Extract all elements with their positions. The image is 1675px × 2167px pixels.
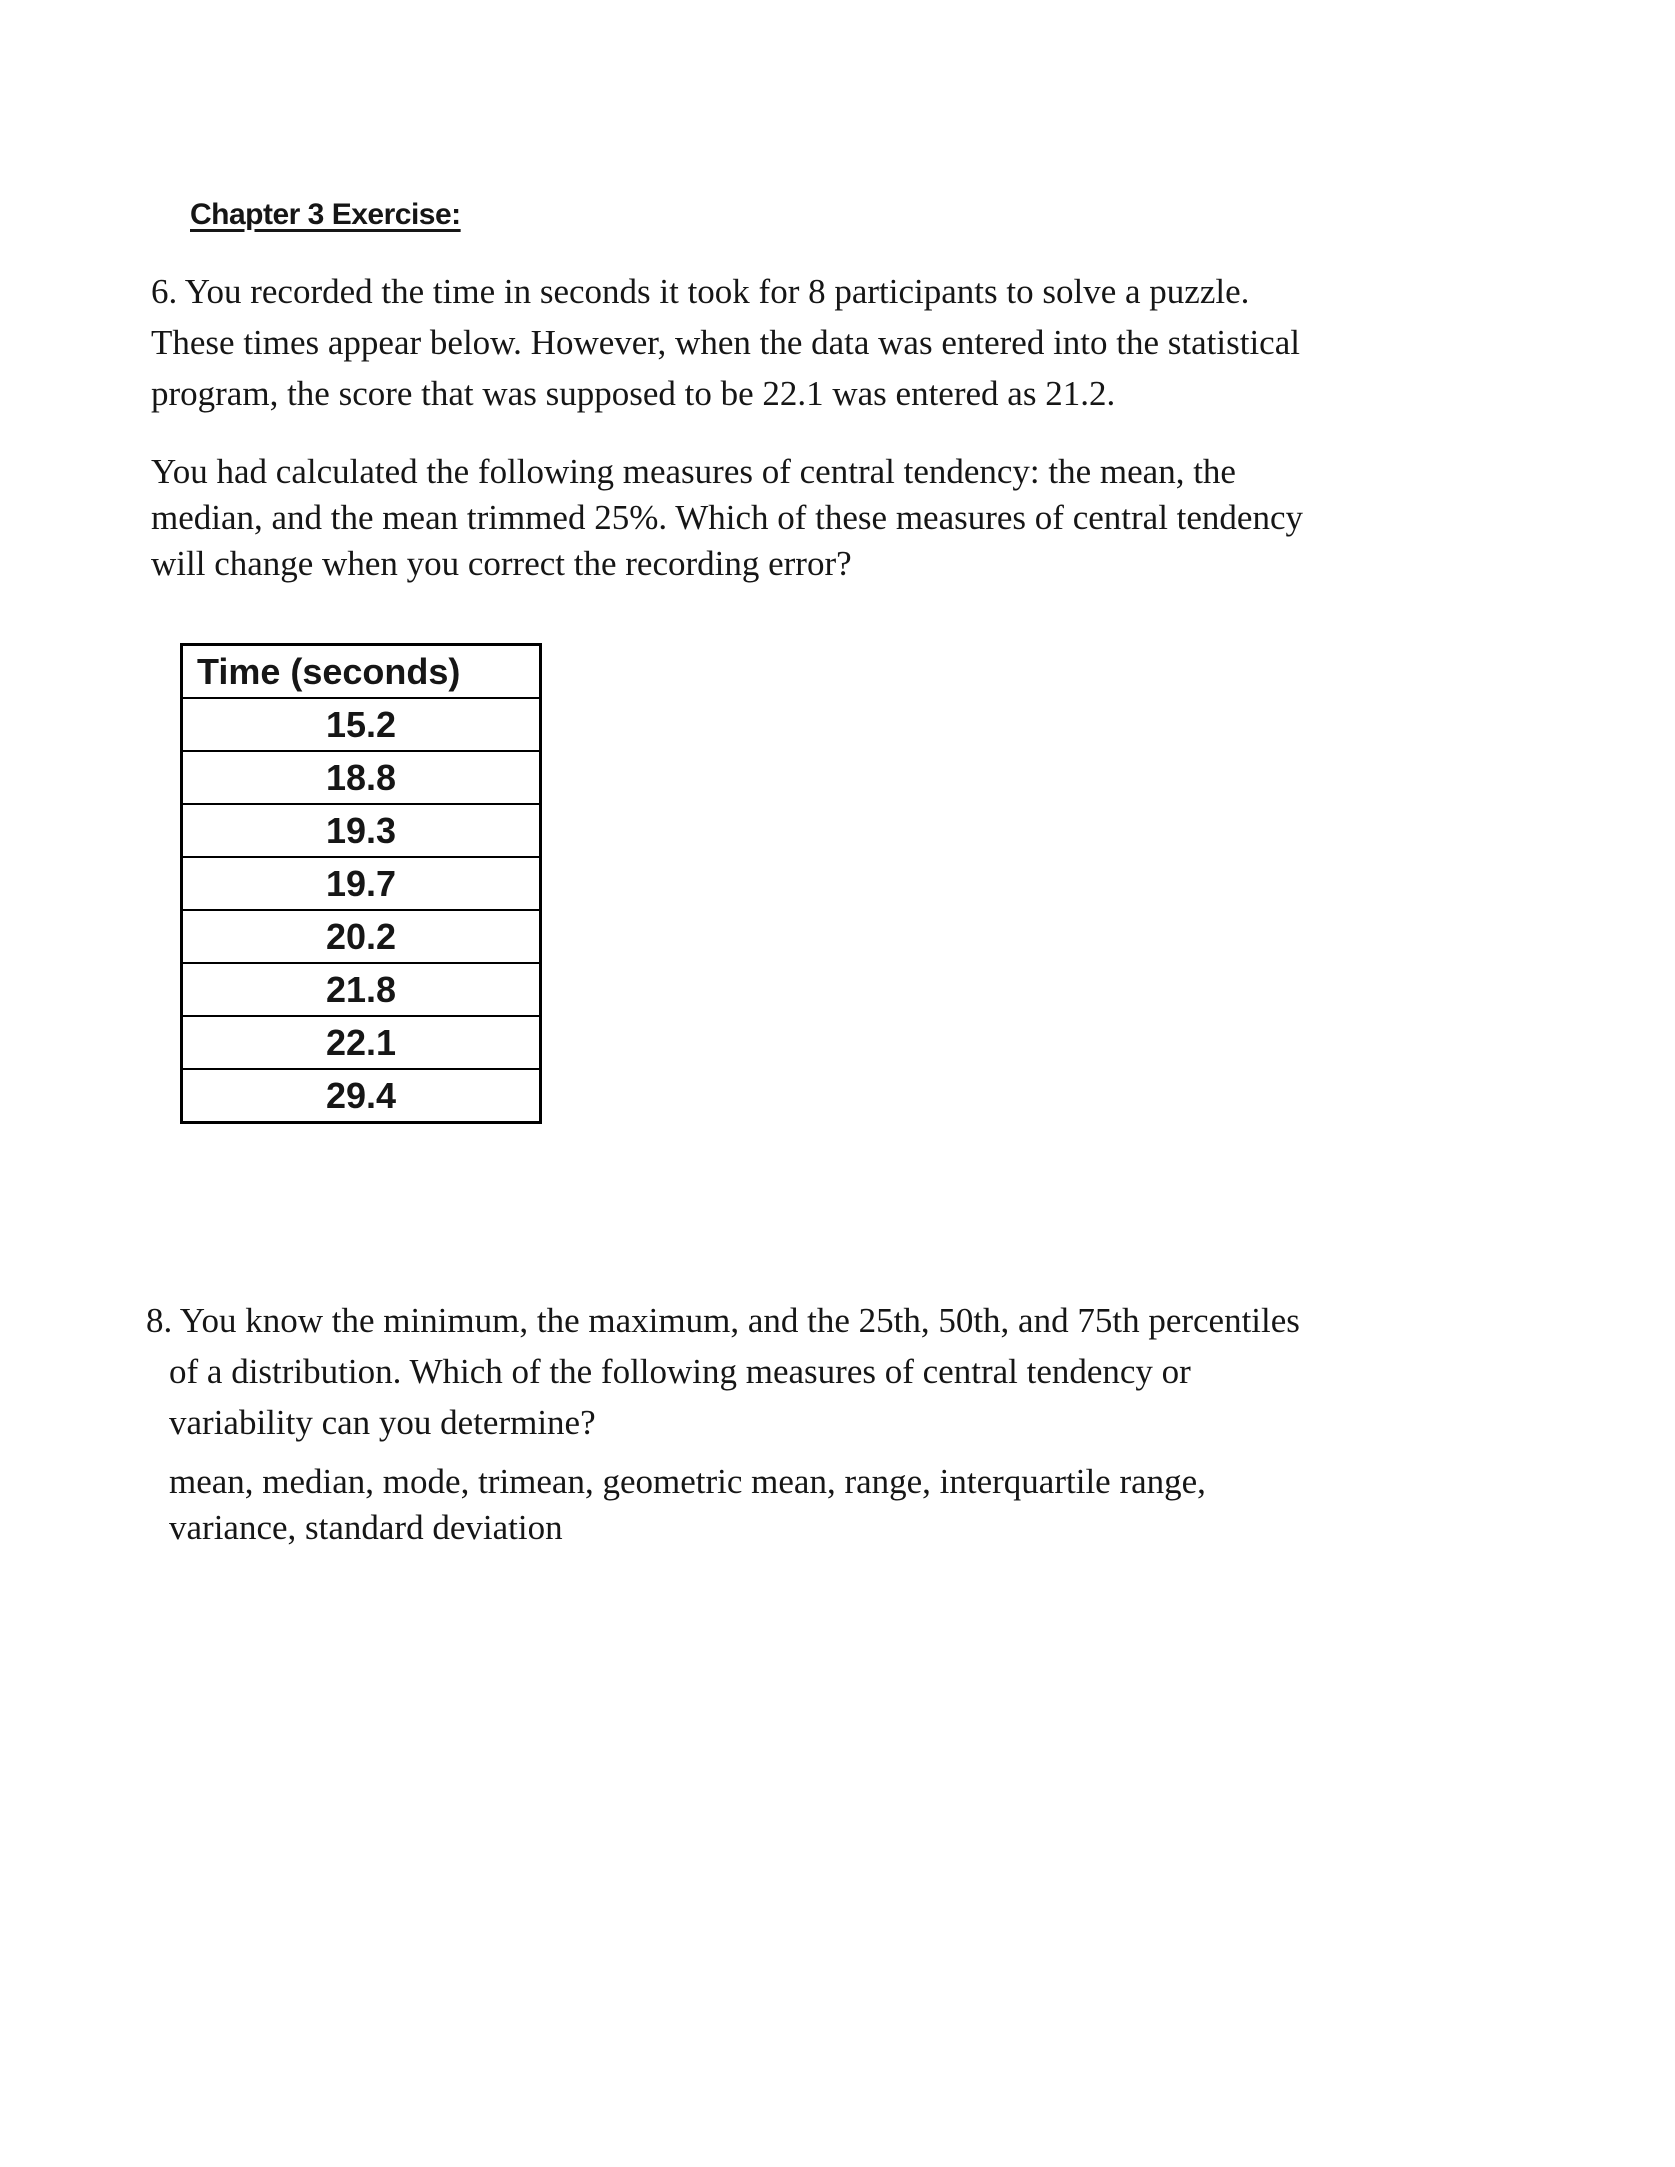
text-line: mean, median, mode, trimean, geometric mean, range, interquartile range, (169, 1462, 1206, 1501)
chapter-heading: Chapter 3 Exercise: (190, 198, 461, 231)
time-value: 29.4 (182, 1069, 541, 1123)
text-line: will change when you correct the recording error? (151, 544, 852, 583)
text-line: You had calculated the following measures of central tendency: the mean, the (151, 452, 1236, 491)
text-line: variability can you determine? (169, 1403, 596, 1442)
text-line: variance, standard deviation (169, 1508, 563, 1547)
time-value: 18.8 (182, 751, 541, 804)
time-value: 22.1 (182, 1016, 541, 1069)
time-table (180, 643, 542, 1124)
table-row (182, 698, 541, 751)
table-header-row (182, 645, 541, 699)
time-table-body (182, 698, 541, 1123)
table-row (182, 751, 541, 804)
table-row (182, 857, 541, 910)
time-value: 19.3 (182, 804, 541, 857)
table-row (182, 910, 541, 963)
text-line: median, and the mean trimmed 25%. Which of these measures of central tendency (151, 498, 1303, 537)
time-value: 21.8 (182, 963, 541, 1016)
question-6-followup (151, 449, 1303, 587)
time-value: 15.2 (182, 698, 541, 751)
time-value: 20.2 (182, 910, 541, 963)
text-line: 8. You know the minimum, the maximum, and the 25th, 50th, and 75th percentiles (146, 1301, 1300, 1340)
time-table-header: Time (seconds) (182, 645, 541, 699)
table-row (182, 804, 541, 857)
text-line: 6. You recorded the time in seconds it took for 8 participants to solve a puzzle. (151, 272, 1250, 311)
table-row (182, 963, 541, 1016)
text-line: These times appear below. However, when the data was entered into the statistical (151, 323, 1300, 362)
question-8-measures (169, 1459, 1206, 1551)
table-row (182, 1016, 541, 1069)
text-line: program, the score that was supposed to be 22.1 was entered as 21.2. (151, 374, 1116, 413)
text-line: of a distribution. Which of the following measures of central tendency or (169, 1352, 1191, 1391)
time-table-head (182, 645, 541, 699)
question-6-statement (151, 266, 1300, 419)
question-8-statement (146, 1295, 1300, 1448)
time-value: 19.7 (182, 857, 541, 910)
table-row (182, 1069, 541, 1123)
